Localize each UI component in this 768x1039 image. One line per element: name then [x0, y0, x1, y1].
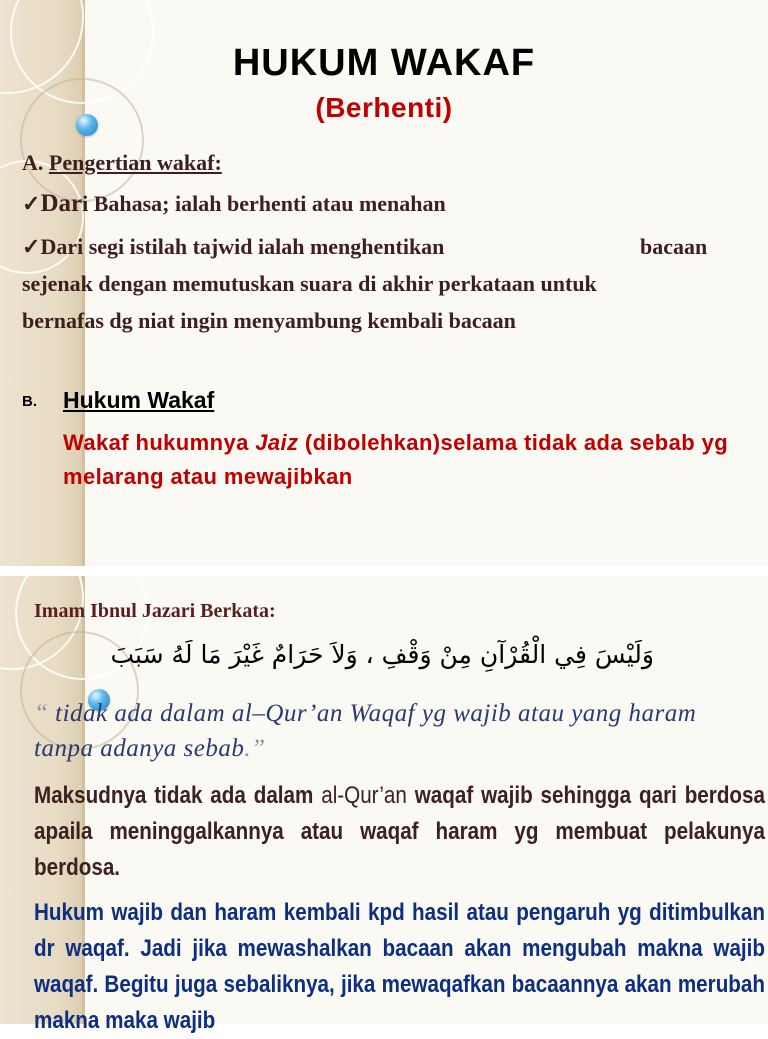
definition-item-text: Dari segi istilah tajwid ialah menghentikan [40, 234, 445, 259]
section-a-heading [22, 150, 222, 176]
definition-item-language [22, 190, 446, 218]
quote-text: tidak ada dalam al–Qur’an Waqaf yg wajib atau yang haram tanpa adanya sebab [34, 700, 697, 762]
slide-gap [0, 566, 768, 576]
quote-close: .” [244, 735, 266, 762]
definition-item-text: i Bahasa; ialah berhenti atau menahan [82, 191, 446, 216]
definition-item-tail: bacaan [640, 234, 708, 259]
verse-translation [34, 696, 754, 766]
section-b-body [63, 426, 753, 494]
definition-item-lead: Dar [40, 190, 83, 217]
imam-quote-heading: Imam Ibnul Jazari Berkata: [34, 600, 276, 622]
section-b-heading: Hukum Wakaf [63, 387, 215, 413]
explanation-paragraph [34, 778, 765, 886]
section-b-label: B. [22, 393, 37, 410]
arabic-verse: وَلَيْسَ فِي الْقُرْآنِ مِنْ وَقْفِ ، وَلاَ حَرَامٌ غَيْرَ مَا لَهُ سَبَبَ [110, 640, 654, 669]
definition-item-tajwid [22, 234, 444, 260]
paragraph-pre: Maksudnya tidak ada dalam [34, 782, 322, 809]
section-b-body-pre: Wakaf hukumnya [63, 430, 256, 455]
quote-open: “ [34, 700, 56, 727]
ruling-paragraph: Hukum wajib dan haram kembali kpd hasil atau pengaruh yg ditimbulkan dr waqaf. Jadi jika mewashalkan bacaan akan mengubah makna wajib waqaf. Begitu juga sebaliknya, jika mewaqafkan bacaannya akan merubah makna maka wajib [34, 899, 765, 1034]
definition-continuation: bernafas dg niat ingin menyambung kembali bacaan [22, 308, 516, 333]
section-b-body-italic: Jaiz [255, 430, 299, 455]
paragraph-quran: al-Qur’an [321, 782, 407, 809]
checkmark-icon: ✓ [22, 234, 41, 259]
section-b-body-post: (dibolehkan)selama tidak ada sebab yg melarang atau mewajibkan [63, 430, 729, 489]
slide-subtitle: (Berhenti) [315, 92, 453, 123]
section-a-title: Pengertian wakaf: [48, 150, 222, 175]
slide-title: HUKUM WAKAF [232, 42, 536, 84]
checkmark-icon: ✓ [22, 191, 41, 216]
section-a-label: A. [22, 150, 49, 175]
definition-continuation: sejenak dengan memutuskan suara di akhir perkataan untuk [22, 271, 597, 296]
paragraph-post: waqaf wajib sehingga qari berdosa apaila meninggalkannya atau waqaf haram yg membuat pelakunya berdosa. [34, 782, 765, 881]
